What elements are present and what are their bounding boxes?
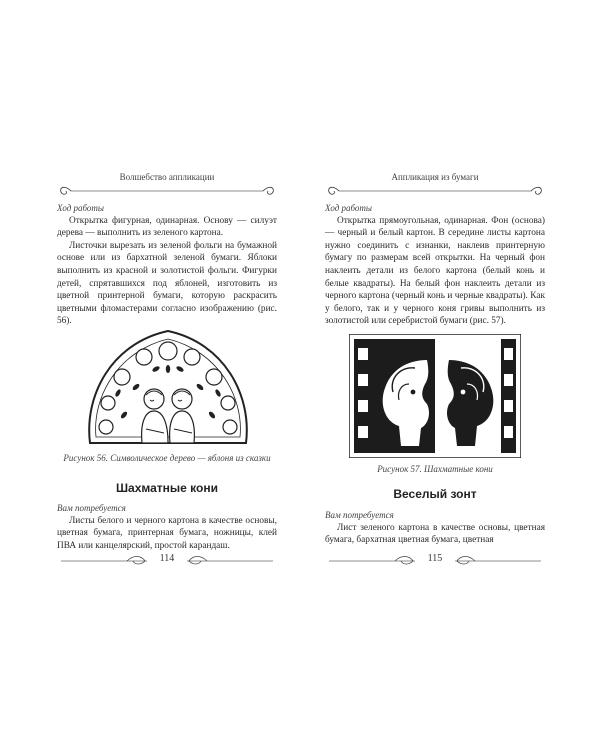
running-head: Аппликация из бумаги <box>391 172 479 182</box>
materials-block <box>325 509 545 547</box>
needs-text: Листы белого и черного картона в качестве основы, цветная бумага, принтерная бумага, ножницы, клей ПВА или канцелярский, простой карандаш. <box>57 515 277 551</box>
subheading: Ход работы <box>57 203 105 213</box>
header-ornament-icon <box>325 184 545 198</box>
page-number: 115 <box>415 553 455 564</box>
body-text <box>57 202 277 328</box>
section-title: Шахматные кони <box>116 481 218 495</box>
page-number: 114 <box>147 553 187 564</box>
materials-block <box>57 502 277 552</box>
figure-caption: Рисунок 56. Символическое дерево — яблоня из сказки <box>63 453 271 463</box>
section-title: Веселый зонт <box>393 487 477 501</box>
figure-caption: Рисунок 57. Шахматные кони <box>377 464 493 474</box>
needs-label: Вам потребуется <box>325 510 394 520</box>
paragraph: Открытка прямоугольная, одинарная. Фон (основа) — черный и белый картон. В середине листы картона нужно соединить с изнанки, наклеив принтерную бумагу по размерам всей открытки. На черный фон наклеить детали из белого картона (белый конь и белые квадраты). На белый фон наклеить детали из черного картона (черный конь и черные квадраты). Как у белого, так и у черного коня гривы выполнить из золотистой или серебристой бумаги (рис. 57). <box>325 215 545 327</box>
subheading: Ход работы <box>325 203 373 213</box>
needs-text: Лист зеленого картона в качестве основы, цветная бумага, бархатная цветная бумага, цветная <box>325 522 545 546</box>
needs-label: Вам потребуется <box>57 503 126 513</box>
chess-knights-illustration <box>349 334 521 458</box>
apple-tree-illustration <box>82 325 254 449</box>
running-head: Волшебство аппликации <box>119 172 215 182</box>
body-text <box>325 202 545 328</box>
left-page <box>57 150 277 580</box>
right-page <box>325 150 545 580</box>
paragraph: Листочки вырезать из зеленой фольги на бумажной основе или из бархатной зеленой бумаги. Яблоки выполнить из красной и золотистой фольги. Фигурки детей, спрятавшихся под яблоней, изготовить из цветной принтерной бумаги, которую раскрасить цветными фломастерами согласно изображению (рис. 56). <box>57 240 277 327</box>
paragraph: Открытка фигурная, одинарная. Основу — силуэт дерева — выполнить из зеленого картона. <box>57 215 277 239</box>
header-ornament-icon <box>57 184 277 198</box>
